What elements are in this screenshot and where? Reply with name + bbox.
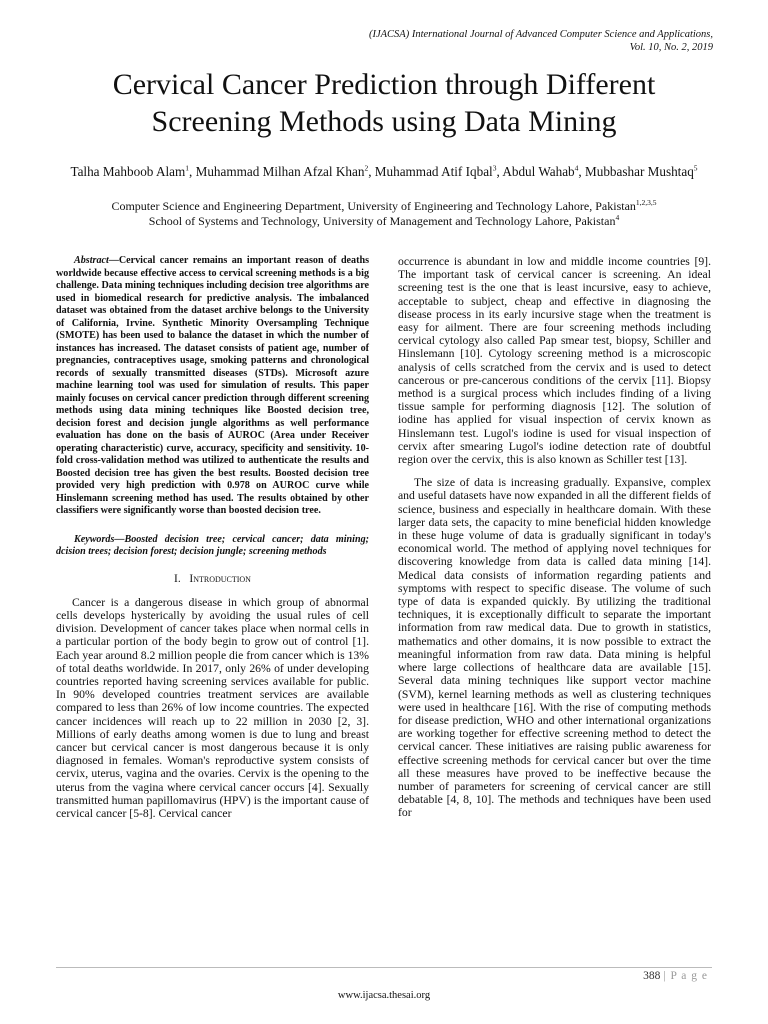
affiliation-2-text: School of Systems and Technology, University of Management and Technology Lahore, Pakistan	[148, 214, 616, 228]
affiliation-1-sup: 1,2,3,5	[635, 198, 657, 207]
section-title: Introduction	[189, 572, 251, 585]
affiliation-1-text: Computer Science and Engineering Department, University of Engineering and Technology Lahore, Pakistan	[111, 199, 636, 213]
footer-url[interactable]: www.ijacsa.thesai.org	[337, 990, 431, 1001]
title-line-2: Screening Methods using Data Mining	[151, 105, 617, 138]
footer-divider	[56, 967, 712, 968]
author-list: Talha Mahboob Alam$^1$, Muhammad Milhan Afzal Khan$^2$, Muhammad Atif Iqbal$^3$, Abdul Wahab$^4$, Mubbashar Mushtaq$^5$	[70, 163, 698, 179]
author-sup: 3	[492, 163, 497, 173]
intro-paragraph: Cancer is a dangerous disease in which group of abnormal cells develops hysterically by avoiding the usual rules of cell division. Development of cancer takes place when normal cells in a particular portion of the body begin to grow out of control [1]. Each year around 8.2 million people die from cancer which is 13% of total deaths worldwide. In 2017, only 26% of under developing countries reported having screening services available for public. In 90% developed countries treatment services are available compared to less than 26% of low income countries. The expected cancer incidences will reach up to 22 million in 2030 [2, 3]. Millions of early deaths among women is due to lung and breast cancer but cervical cancer is most dangerous because it is only diagnosed in females. Woman's reproductive system consists of cervix, uterus, vagina and the ovaries. Cervix is the opening to the uterus from the vagina where cervical cancer occurs [4]. Sexually transmitted human papillomavirus (HPV) is the important cause of cervical cancer [5-8]. Cervical cancer	[56, 595, 369, 820]
journal-header	[369, 28, 713, 54]
journal-name: (IJACSA) International Journal of Advanced Computer Science and Applications,	[368, 29, 713, 40]
title-line-1: Cervical Cancer Prediction through Different	[112, 68, 656, 101]
author-sup: 1	[185, 163, 189, 173]
author: Talha Mahboob Alam	[70, 164, 186, 179]
author-sup: 5	[693, 163, 698, 173]
left-column	[56, 255, 369, 820]
author: Muhammad Atif Iqbal	[374, 164, 493, 179]
affiliation-1	[60, 199, 708, 214]
abstract-text: —Cervical cancer remains an important reason of deaths worldwide because effective access to cervical screening methods is a big challenge. Data mining techniques including decision tree algorithms are used in biomedical research for predictive analysis. The imbalanced dataset was obtained from the dataset archive belongs to the University of California, Irvine. Synthetic Minority Oversampling Technique (SMOTE) has been used to balance the dataset in which the number of instances has increased. The dataset consists of patient age, number of pregnancies, contraceptives usage, smoking patterns and chronological records of sexually transmitted diseases (STDs). Microsoft azure machine learning tool was used for simulation of results. This paper mainly focuses on cervical cancer prediction through different screening methods using data mining techniques like Boosted decision tree, decision forest and decision jungle algorithms as well performance evaluation has done on the basis of AUROC (Area under Receiver operating characteristic) curve, accuracy, specificity and sensitivity. 10-fold cross-validation method was utilized to authenticate the results and Boosted decision tree has given the best results. Boosted decision tree provided very high prediction with 0.978 on AUROC curve while Hinslemann screening method has used. The results obtained by other classifiers were significantly worse than boosted decision tree.	[56, 255, 369, 516]
paragraph-data-mining: The size of data is increasing gradually. Expansive, complex and useful datasets have now expanded in all the different fields of science, business and especially in healthcare domain. With these larger data sets, the capacity to mine beneficial hidden knowledge in these huge volume of data is gradually significant in today's economical world. The method of applying novel techniques for discovering knowledge from data is called data mining [14]. Medical data consists of information regarding patients and symptoms with respect to specific disease. The volume of such type of data is expanded quickly. By utilizing the traditional techniques, it is exceptionally difficult to separate the important information from raw medical data. Due to growth in statistics, mathematics and other domains, it is now possible to extract the meaningful information from raw data. Data mining is helpful where large collections of healthcare data are available [15]. Several data mining techniques like support vector machine (SVM), kernel learning methods as well as clustering techniques were used in healthcare [16]. With the rise of computing methods for disease prediction, WHO and other international organizations are working together for effective screening method to detect the cervical cancer. These initiatives are raising public awareness for effective screening methods for cervical cancer but over the time all these measures have proved to be ineffective because the number of parameters for screening of cervical cancer are still debatable [4, 8, 10]. The methods and techniques have been used for	[398, 476, 711, 820]
abstract-lead: Abstract	[74, 255, 109, 266]
page-number	[643, 970, 708, 982]
section-heading	[56, 573, 369, 586]
page-number-value: 388	[643, 970, 661, 982]
right-column	[398, 255, 711, 820]
journal-volume: Vol. 10, No. 2, 2019	[629, 42, 713, 53]
author: Mubbashar Mushtaq	[585, 164, 694, 179]
author: Abdul Wahab	[502, 164, 575, 179]
affiliation-2	[60, 214, 708, 229]
author: Muhammad Milhan Afzal Khan	[195, 164, 365, 179]
page-label: | P a g e	[663, 970, 708, 982]
paragraph-screening: occurrence is abundant in low and middle income countries [9]. The important task of cervical cancer is screening. An ideal screening test is the one that is least incursive, easy to achieve, acceptable to subject, cheap and effective in diagnosing the disease process in its early incursive stage when the treatment is easy for ailment. There are four screening methods including cervical cytology also called Pap smear test, biopsy, Schiller and Hinslemann [10]. Cytology screening method is a microscopic analysis of cells scratched from the cervix and is used to detect cancerous or pre-cancerous conditions of the cervix [11]. Biopsy method is a surgical process which includes finding of a living tissue sample for performing diagnosis [12]. The solution of iodine has applied for visual inspection of cervix known as Hinslemann test. Lugol's iodine is used for visual inspection of cervix after smearing Lugol's iodine detection rate of doubtful region over the cervix, this is also known as Schiller test [13].	[398, 255, 711, 467]
author-sup: 2	[364, 163, 369, 173]
paper-title	[40, 66, 728, 140]
author-sup: 4	[574, 163, 579, 173]
affiliation-2-sup: 4	[615, 213, 620, 222]
affiliations	[60, 199, 708, 229]
keywords: Keywords—Boosted decision tree; cervical cancer; data mining; dcision trees; decision forest; decision jungle; screening methods	[56, 533, 369, 557]
section-number: I.	[174, 572, 181, 585]
abstract	[56, 255, 369, 518]
